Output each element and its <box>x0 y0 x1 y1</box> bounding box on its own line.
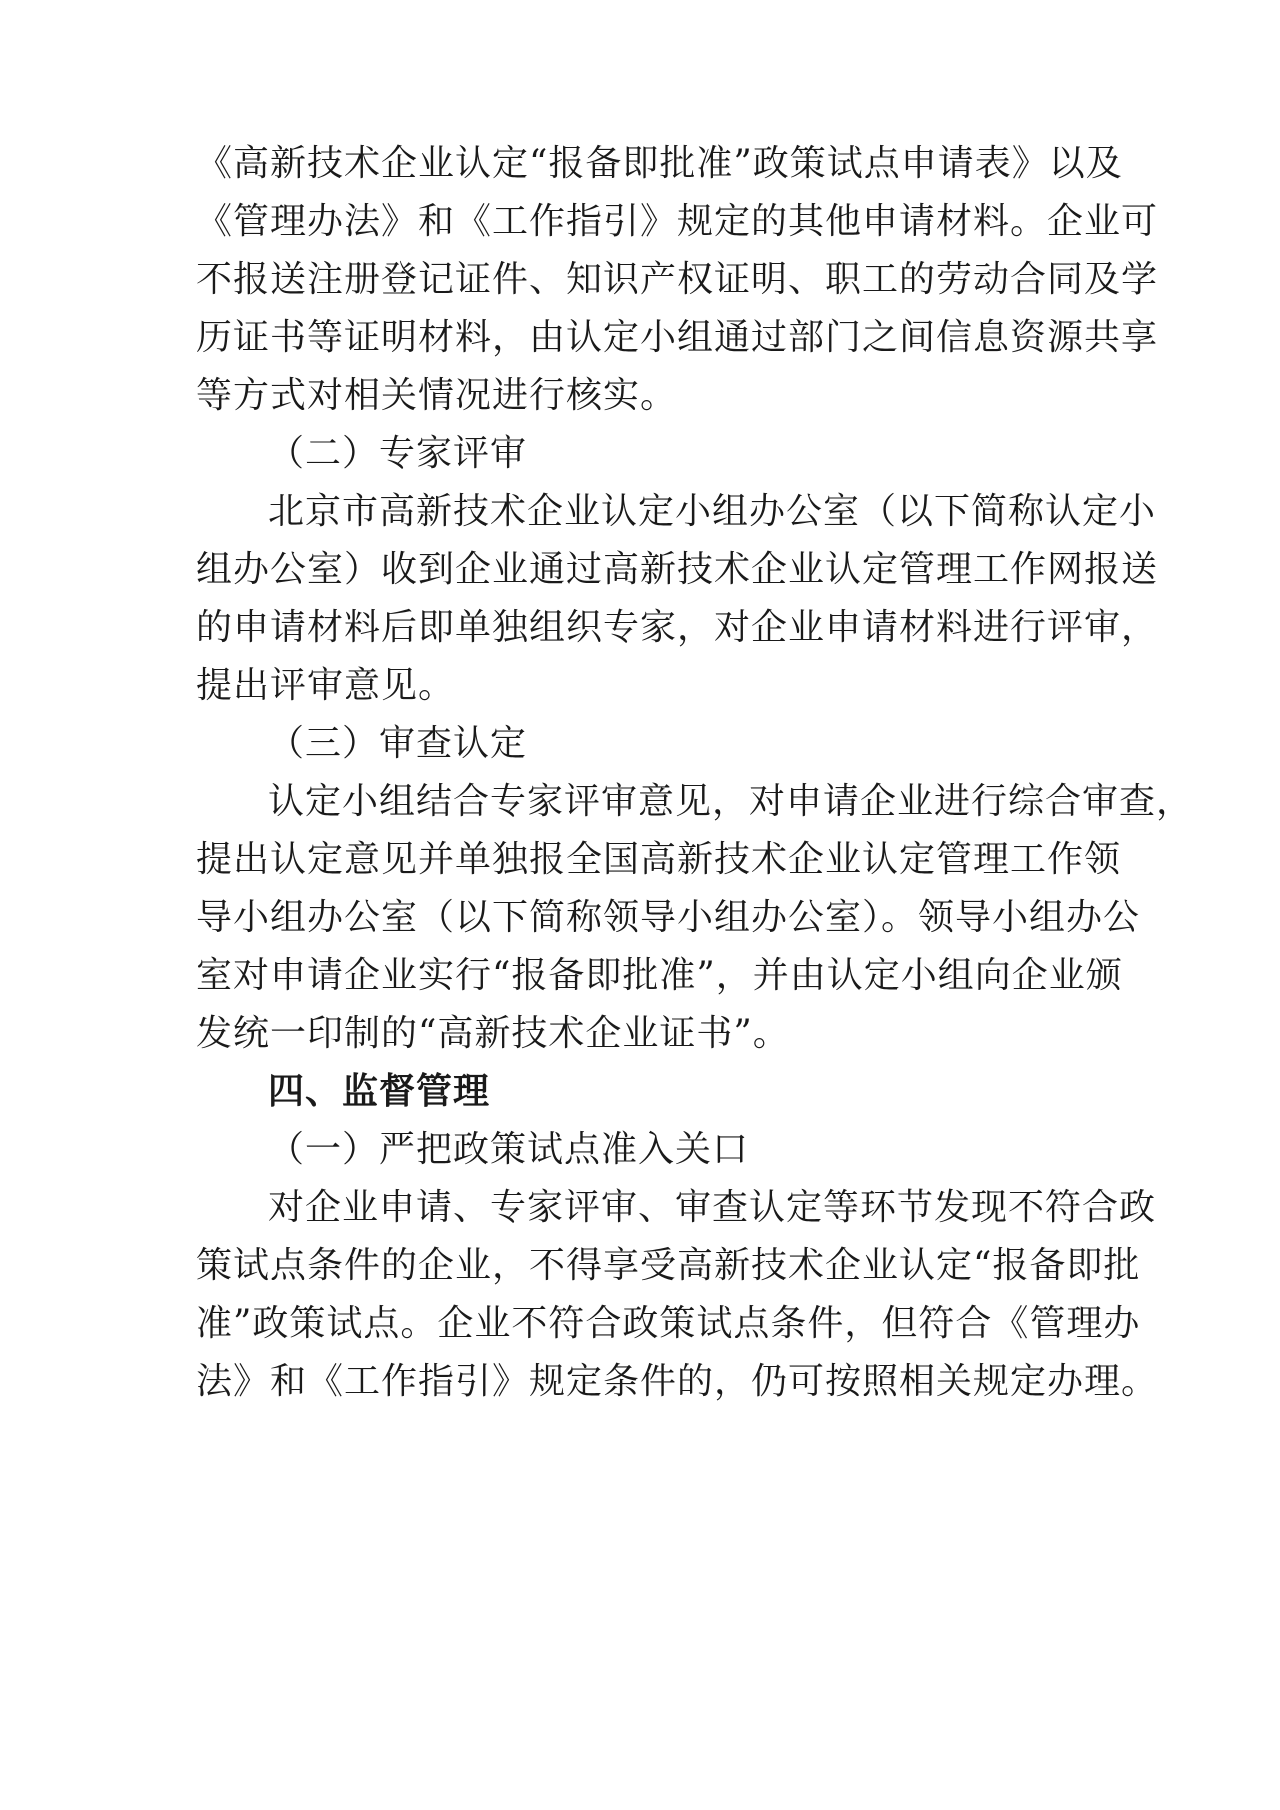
paragraph-line: 导小组办公室（以下简称领导小组办公室）。领导小组办公 <box>196 897 1141 938</box>
paragraph-line: 不报送注册登记证件、知识产权证明、职工的劳动合同及学 <box>196 259 1159 300</box>
paragraph-line: 发统一印制的“高新技术企业证书”。 <box>196 1013 790 1054</box>
paragraph-line: 策试点条件的企业，不得享受高新技术企业认定“报备即批 <box>196 1245 1141 1286</box>
section-heading-supervision: 四、监督管理 <box>268 1071 491 1112</box>
subheading-strict-entry: （一）严把政策试点准入关口 <box>268 1129 750 1170</box>
subheading-review-approval: （三）审查认定 <box>268 723 528 764</box>
paragraph-line: 北京市高新技术企业认定小组办公室（以下简称认定小 <box>268 491 1157 532</box>
subheading-expert-review: （二）专家评审 <box>268 433 528 474</box>
paragraph-line: 等方式对相关情况进行核实。 <box>196 375 678 416</box>
paragraph-line: 提出评审意见。 <box>196 665 456 706</box>
paragraph-line: 历证书等证明材料，由认定小组通过部门之间信息资源共享 <box>196 317 1159 358</box>
paragraph-line: 提出认定意见并单独报全国高新技术企业认定管理工作领 <box>196 839 1122 880</box>
paragraph-line: 《高新技术企业认定“报备即批准”政策试点申请表》以及 <box>196 143 1123 184</box>
paragraph-line: 认定小组结合专家评审意见，对申请企业进行综合审查， <box>268 781 1194 822</box>
paragraph-line: 的申请材料后即单独组织专家，对企业申请材料进行评审， <box>196 607 1159 648</box>
paragraph-line: 准”政策试点。企业不符合政策试点条件，但符合《管理办 <box>196 1303 1141 1344</box>
paragraph-line: 法》和《工作指引》规定条件的，仍可按照相关规定办理。 <box>196 1361 1159 1402</box>
paragraph-line: 《管理办法》和《工作指引》规定的其他申请材料。企业可 <box>196 201 1159 242</box>
paragraph-line: 对企业申请、专家评审、审查认定等环节发现不符合政 <box>268 1187 1157 1228</box>
paragraph-line: 室对申请企业实行“报备即批准”，并由认定小组向企业颁 <box>196 955 1123 996</box>
paragraph-line: 组办公室）收到企业通过高新技术企业认定管理工作网报送 <box>196 549 1159 590</box>
